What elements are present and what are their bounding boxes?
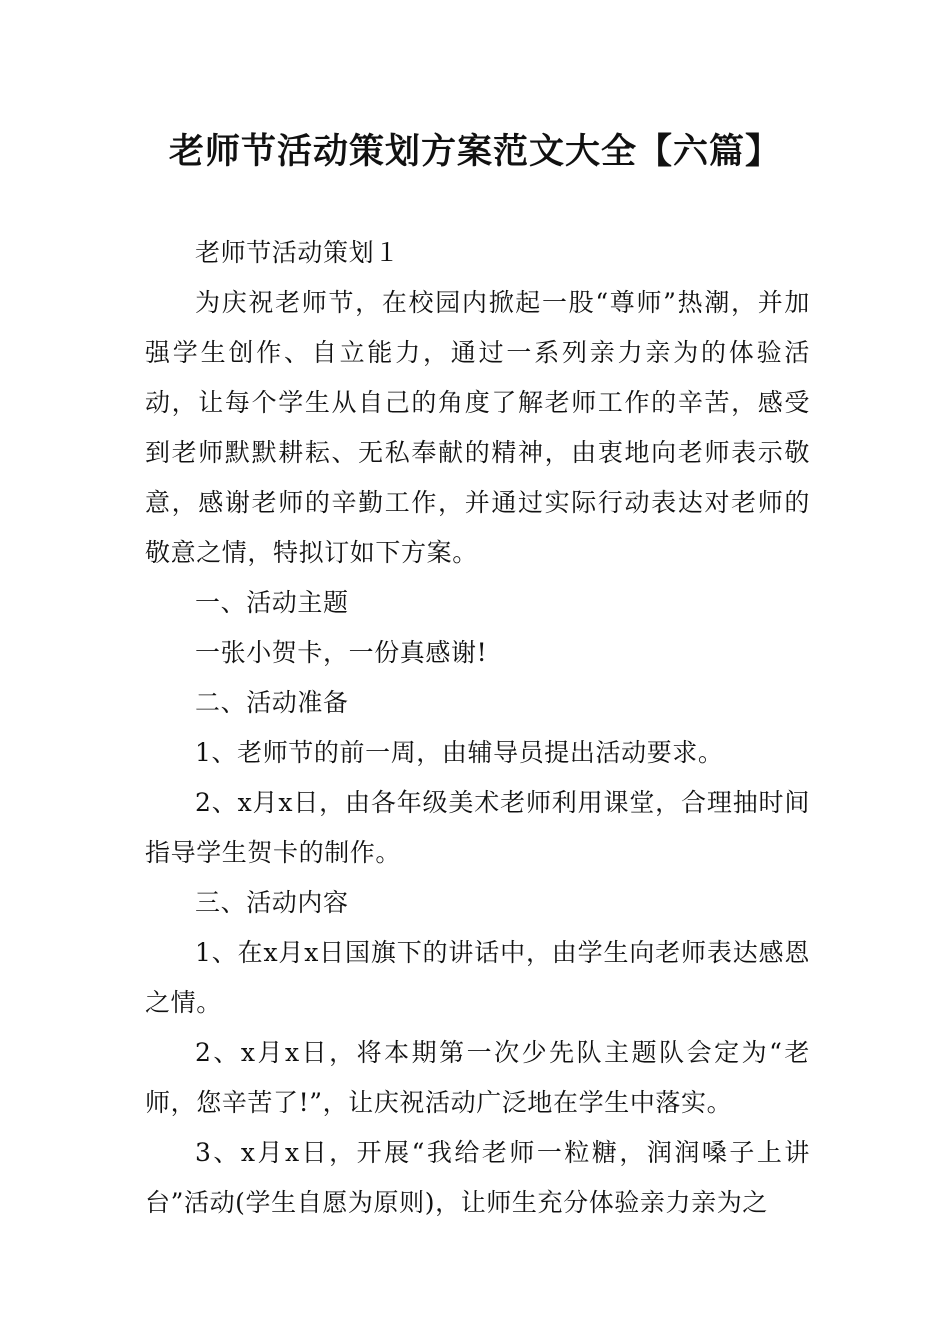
section-heading: 三、活动内容 xyxy=(195,888,349,917)
paragraph: 一张小贺卡，一份真感谢! xyxy=(195,638,488,667)
section-heading: 二、活动准备 xyxy=(195,688,349,717)
section-heading: 一、活动主题 xyxy=(195,588,349,617)
document-body xyxy=(145,228,810,1228)
list-item: 1、老师节的前一周，由辅导员提出活动要求。 xyxy=(195,738,724,767)
section-heading: 老师节活动策划１ xyxy=(195,238,400,267)
list-item: 2、x月x日，由各年级美术老师利用课堂，合理抽时间指导学生贺卡的制作。 xyxy=(145,788,810,867)
document-title: 老师节活动策划方案范文大全【六篇】 xyxy=(168,132,781,172)
list-item: 3、x月x日，开展“我给老师一粒糖，润润嗓子上讲台”活动(学生自愿为原则)，让师生充分体验亲力亲为之 xyxy=(145,1138,810,1217)
list-item: 2、x月x日，将本期第一次少先队主题队会定为“老师，您辛苦了!”，让庆祝活动广泛地在学生中落实。 xyxy=(145,1038,810,1117)
list-item: 1、在x月x日国旗下的讲话中，由学生向老师表达感恩之情。 xyxy=(145,938,810,1017)
intro-paragraph: 为庆祝老师节，在校园内掀起一股“尊师”热潮，并加强学生创作、自立能力，通过一系列亲力亲为的体验活动，让每个学生从自己的角度了解老师工作的辛苦，感受到老师默默耕耘、无私奉献的精神，由衷地向老师表示敬意，感谢老师的辛勤工作，并通过实际行动表达对老师的敬意之情，特拟订如下方案。 xyxy=(145,288,810,567)
